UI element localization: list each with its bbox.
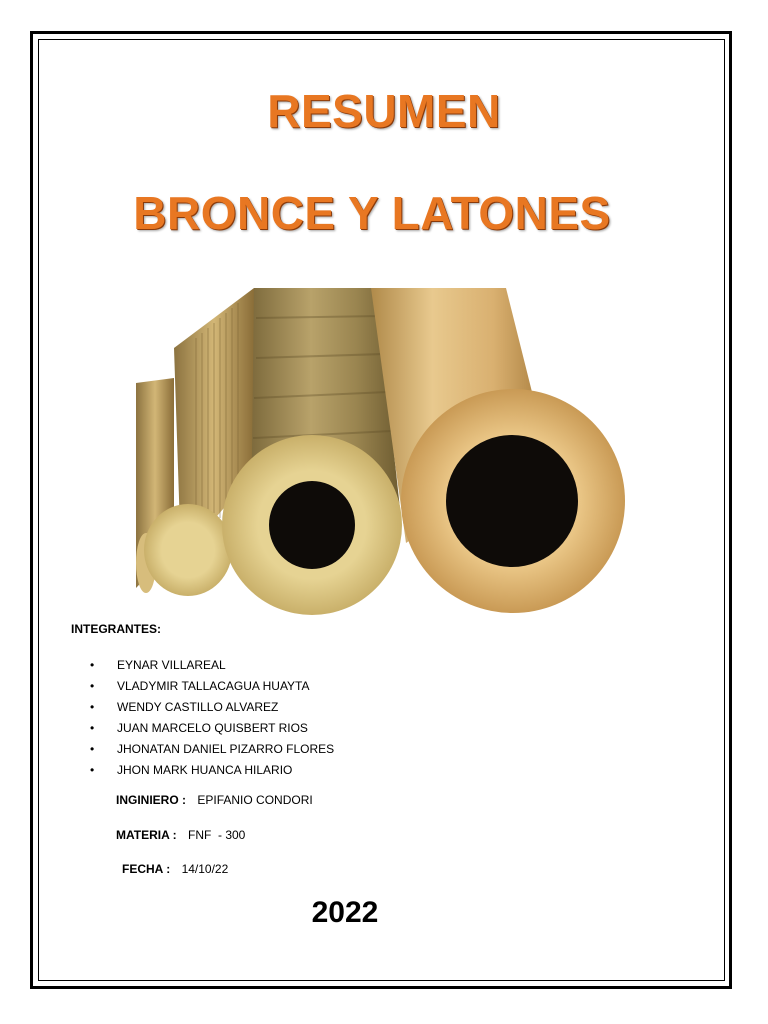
member-name: JUAN MARCELO QUISBERT RIOS <box>117 721 308 735</box>
list-item <box>90 676 334 697</box>
materia-row <box>116 828 245 842</box>
year-label: 2022 <box>311 896 379 929</box>
list-item <box>90 739 334 760</box>
list-item <box>90 655 334 676</box>
list-item <box>90 760 334 781</box>
member-name: EYNAR VILLAREAL <box>117 658 226 672</box>
member-name: JHONATAN DANIEL PIZARRO FLORES <box>117 742 335 756</box>
list-item <box>90 718 334 739</box>
fecha-row <box>122 862 228 876</box>
bullet-icon: • <box>90 658 95 672</box>
bullet-icon: • <box>90 700 95 714</box>
materia-label: MATERIA : <box>116 828 177 842</box>
ingeniero-value: EPIFANIO CONDORI <box>197 793 313 807</box>
bullet-icon: • <box>90 679 95 693</box>
member-name: JHON MARK HUANCA HILARIO <box>117 763 293 777</box>
materia-value: FNF - 300 <box>188 828 246 842</box>
members-list <box>90 655 334 781</box>
member-name: WENDY CASTILLO ALVAREZ <box>117 700 279 714</box>
fecha-value: 14/10/22 <box>181 862 229 876</box>
title-resumen: RESUMEN <box>267 85 501 137</box>
ingeniero-label: INGINIERO : <box>116 793 187 807</box>
fecha-label: FECHA : <box>122 862 171 876</box>
bullet-icon: • <box>90 742 95 756</box>
integrantes-label: INTEGRANTES: <box>71 622 161 636</box>
brass-tubes-photo <box>136 288 630 616</box>
bullet-icon: • <box>90 763 95 777</box>
ingeniero-row <box>116 793 313 807</box>
title-bronce-latones: BRONCE Y LATONES <box>133 187 611 239</box>
bullet-icon: • <box>90 721 95 735</box>
member-name: VLADYMIR TALLACAGUA HUAYTA <box>117 679 310 693</box>
list-item <box>90 697 334 718</box>
